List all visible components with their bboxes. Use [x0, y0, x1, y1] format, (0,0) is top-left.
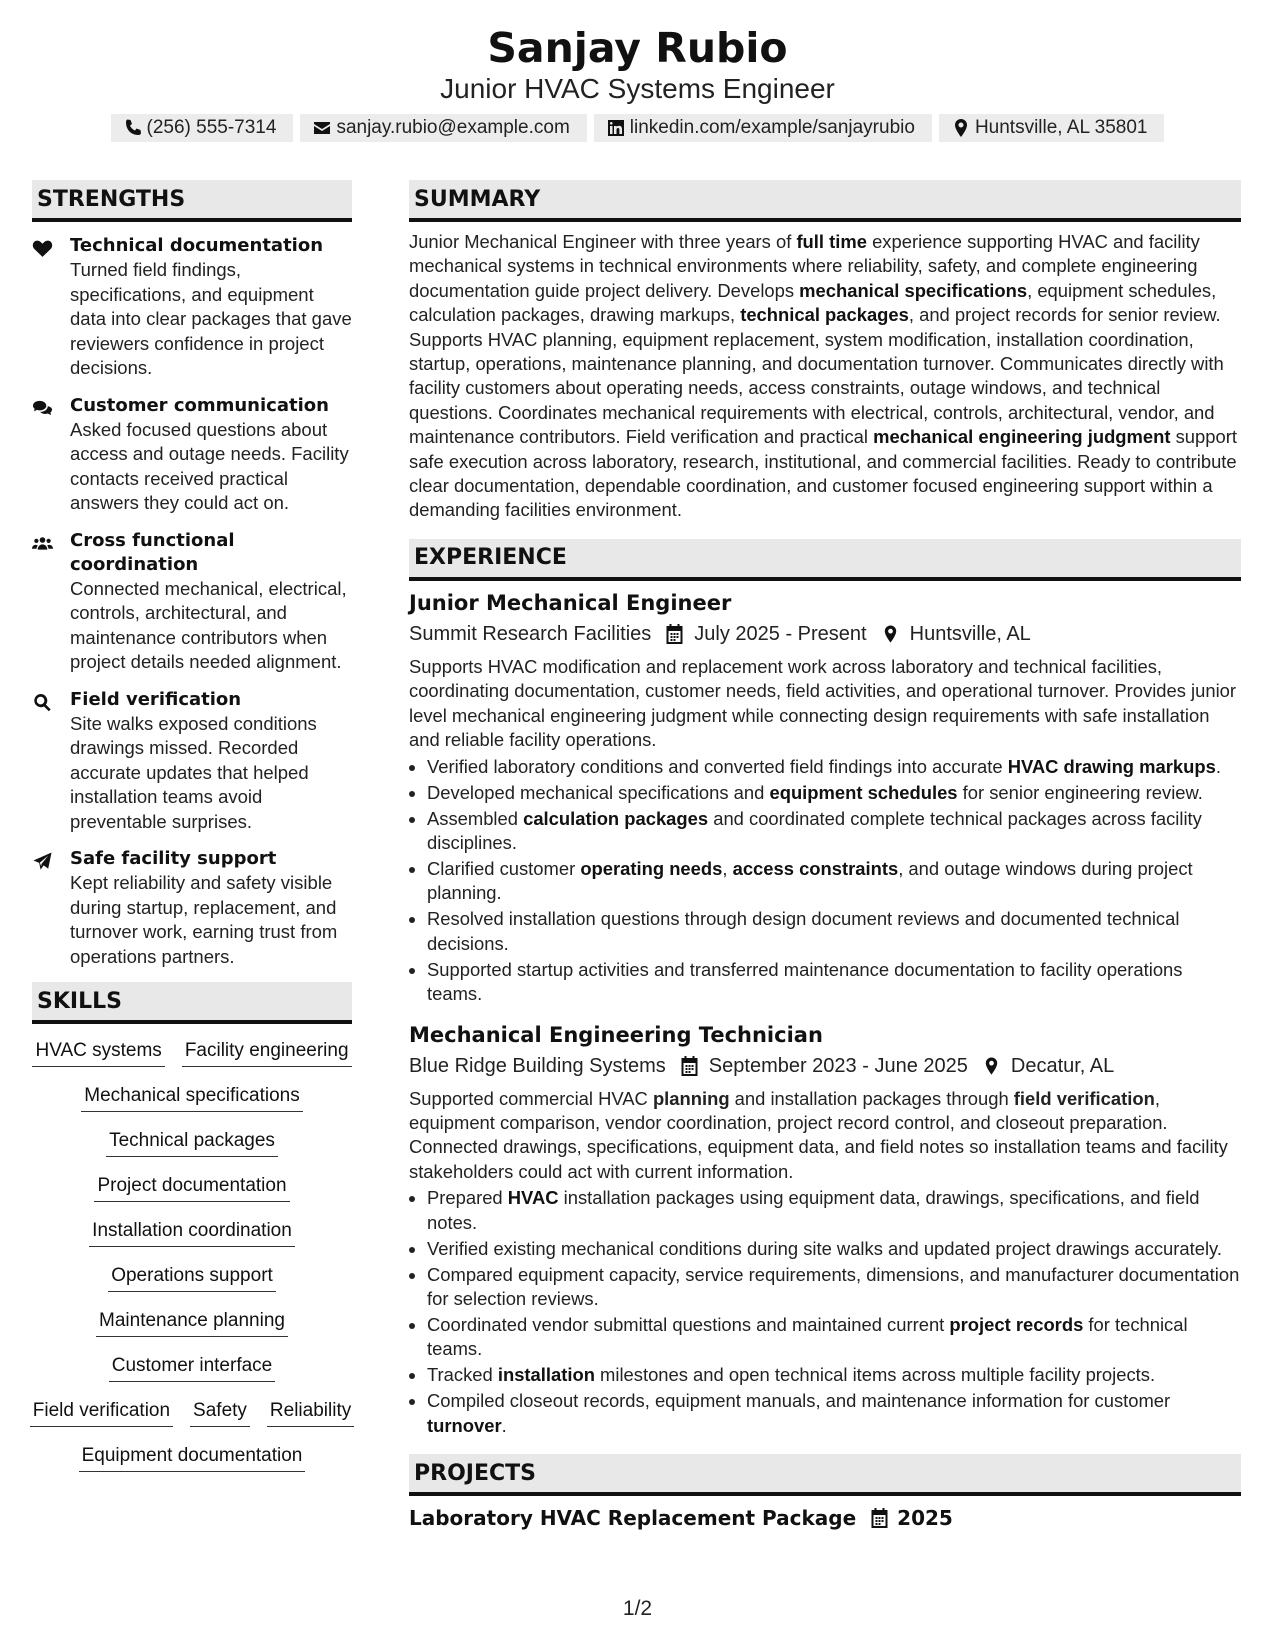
- job-bullet: [427, 807, 1241, 856]
- text-run: Clarified customer: [427, 857, 581, 879]
- bold-text: access constraints: [732, 857, 899, 879]
- job-location: Huntsville, AL: [909, 622, 1031, 645]
- contact-bar: [0, 114, 1275, 142]
- bold-text: field verification: [1013, 1087, 1155, 1109]
- strength-description: Site walks exposed conditions drawings missed. Recorded accurate updates that helped installation teams avoid preventable surprises.: [70, 712, 317, 832]
- page-number: 1/2: [622, 1597, 653, 1620]
- text-run: .: [1215, 755, 1221, 777]
- strength-title: Technical documentation: [70, 235, 324, 256]
- text-run: , equipment comparison, vendor coordination, project record control, and closeout preparation. Connected drawings, specifications, equipment data, and field notes so installation teams and facility stakeholders could act with current information.: [409, 1087, 1228, 1182]
- summary-text: [409, 230, 1241, 523]
- job-bullet: [427, 958, 1241, 1007]
- job-dates: July 2025 - Present: [694, 622, 867, 645]
- text-run: Verified laboratory conditions and converted field findings into accurate: [427, 755, 1008, 777]
- text-run: experience supporting HVAC and facility mechanical systems in technical environments where reliability, safety, and complete engineering documentation guide project delivery. Develops: [409, 231, 1200, 301]
- text-run: Prepared: [427, 1187, 508, 1209]
- job-title: Junior Mechanical Engineer: [409, 590, 732, 615]
- experience-heading: EXPERIENCE: [409, 539, 1241, 581]
- text-run: , and project records for senior review. Supports HVAC planning, equipment replacement, system modification, installation coordination, startup, operations, maintenance planning, and documentation turnover. Communicates directly with facility customers about operating needs, access constraints, outage windows, and technical questions. Coordinates mechanical requirements with electrical, controls, architectural, vendor, and maintenance contributors. Field verification and practical: [409, 304, 1224, 448]
- skill-row: [32, 1308, 352, 1353]
- skill-tag: Facility engineering: [182, 1038, 352, 1067]
- bold-text: calculation packages: [523, 807, 709, 829]
- skill-row: [32, 1353, 352, 1398]
- project-year: 2025: [897, 1506, 953, 1531]
- job-entry: [409, 1021, 1241, 1439]
- text-run: .: [501, 1414, 507, 1436]
- contact-phone[interactable]: [111, 114, 294, 142]
- skill-tag: Reliability: [267, 1398, 354, 1427]
- text-run: and installation packages through: [729, 1087, 1014, 1109]
- strength-item: [32, 529, 352, 675]
- summary-heading: SUMMARY: [409, 180, 1241, 222]
- text-run: for technical teams.: [427, 1313, 1188, 1360]
- skill-tag: Operations support: [108, 1263, 276, 1292]
- strength-title: Customer communication: [70, 394, 329, 416]
- text-run: Compiled closeout records, equipment manuals, and maintenance information for customer: [427, 1390, 1171, 1412]
- job-bullet: [427, 1237, 1241, 1261]
- skill-tag: Project documentation: [94, 1173, 289, 1202]
- text-run: and coordinated complete technical packages across facility disciplines.: [427, 807, 1202, 853]
- bold-text: full time: [796, 231, 867, 252]
- job-bullet: [427, 1313, 1241, 1362]
- text-run: Junior Mechanical Engineer with three years of: [409, 231, 797, 252]
- skills-heading: SKILLS: [32, 982, 352, 1024]
- skill-row: [32, 1443, 352, 1488]
- contact-email[interactable]: [300, 114, 586, 142]
- job-bullet: [427, 1186, 1241, 1235]
- job-meta: [409, 619, 1241, 649]
- job-bullet: [427, 781, 1241, 805]
- bold-text: HVAC drawing markups: [1007, 755, 1216, 777]
- text-run: Tracked: [427, 1364, 498, 1386]
- bold-text: installation: [497, 1364, 595, 1386]
- contact-linkedin[interactable]: [594, 114, 932, 142]
- skill-row: [32, 1263, 352, 1308]
- bold-text: project records: [949, 1313, 1084, 1335]
- strengths-heading: STRENGTHS: [32, 180, 352, 222]
- bold-text: HVAC: [507, 1187, 559, 1209]
- skill-row: [32, 1218, 352, 1263]
- job-bullets: [409, 755, 1241, 1007]
- project-title: Laboratory HVAC Replacement Package: [409, 1506, 857, 1531]
- text-run: , equipment schedules, calculation packages, drawing markups,: [409, 279, 1217, 326]
- skill-tag: HVAC systems: [32, 1038, 164, 1067]
- contact-location-text: Huntsville, AL 35801: [974, 117, 1148, 138]
- calendar-icon: [870, 1508, 889, 1528]
- text-run: Coordinated vendor submittal questions and maintained current: [427, 1313, 950, 1335]
- map-pin-icon: [881, 624, 900, 644]
- text-run: Assembled: [427, 807, 524, 829]
- job-bullet: [427, 1389, 1241, 1438]
- linkedin-icon: [606, 118, 626, 138]
- skill-row: [32, 1128, 352, 1173]
- job-description: Supports HVAC modification and replacement work across laboratory and technical facilities, coordinating documentation, customer needs, field activities, and operational turnover. Provides junior level mechanical engineering judgment while connecting design requirements with safe installation and reliable facility operations.: [409, 655, 1237, 751]
- map-pin-icon: [982, 1056, 1001, 1076]
- text-run: support safe execution across laboratory, research, institutional, and commercial facilities. Ready to contribute clear documentation, dependable coordination, and customer focused engineering support within a demanding facilities environment.: [409, 426, 1237, 521]
- skill-tag: Technical packages: [106, 1128, 278, 1157]
- text-run: milestones and open technical items across multiple facility projects.: [594, 1364, 1156, 1386]
- job-bullet: [427, 755, 1241, 779]
- map-pin-icon: [951, 118, 971, 138]
- bold-text: mechanical engineering judgment: [873, 426, 1171, 448]
- text-run: ,: [722, 857, 733, 879]
- project-entry: [409, 1504, 1241, 1532]
- skill-row: [32, 1173, 352, 1218]
- phone-icon: [123, 118, 143, 138]
- skill-tag: Field verification: [30, 1398, 173, 1427]
- contact-email-text: sanjay.rubio@example.com: [336, 117, 570, 138]
- job-meta: [409, 1051, 1241, 1081]
- bold-text: operating needs: [580, 857, 723, 879]
- job-bullet: [427, 1363, 1241, 1387]
- strength-description: Connected mechanical, electrical, controls, architectural, and maintenance contributors when project details needed alignment.: [70, 577, 347, 672]
- job-company: Blue Ridge Building Systems: [409, 1054, 666, 1077]
- comments-icon: [32, 399, 53, 418]
- calendar-icon: [665, 624, 684, 644]
- text-run: Developed mechanical specifications and: [427, 781, 770, 803]
- job-bullet: [427, 857, 1241, 906]
- calendar-icon: [680, 1056, 699, 1076]
- candidate-headline: Junior HVAC Systems Engineer: [440, 73, 835, 104]
- job-location: Decatur, AL: [1010, 1054, 1115, 1077]
- strength-title: Field verification: [70, 688, 242, 710]
- skill-tag: Equipment documentation: [79, 1443, 306, 1472]
- job-entry: [409, 589, 1241, 1007]
- contact-location[interactable]: [939, 114, 1165, 142]
- bold-text: turnover: [427, 1414, 502, 1436]
- strength-item: [32, 234, 352, 381]
- skill-tag: Safety: [190, 1398, 250, 1427]
- text-run: Supported commercial HVAC: [409, 1087, 653, 1109]
- text-run: Resolved installation questions through design document reviews and documented technical decisions.: [427, 908, 1180, 954]
- text-run: , and outage windows during project planning.: [427, 857, 1193, 904]
- strengths-list: [32, 234, 352, 969]
- strength-title: Cross functional coordination: [70, 529, 235, 575]
- projects-heading: PROJECTS: [409, 1454, 1241, 1496]
- job-dates: September 2023 - June 2025: [708, 1054, 968, 1077]
- strength-description: Kept reliability and safety visible during startup, replacement, and turnover work, earning trust from operations partners.: [70, 872, 338, 967]
- main-column: [409, 180, 1241, 1532]
- skill-tag: Installation coordination: [89, 1218, 295, 1247]
- strength-title: Safe facility support: [70, 848, 277, 869]
- paper-plane-icon: [32, 852, 53, 871]
- sidebar: [32, 180, 352, 1488]
- envelope-icon: [312, 118, 332, 138]
- job-company: Summit Research Facilities: [409, 622, 652, 645]
- job-bullet: [427, 907, 1241, 956]
- skill-row: [32, 1083, 352, 1128]
- text-run: installation packages using equipment data, drawings, specifications, and field notes.: [427, 1187, 1200, 1233]
- strength-description: Turned field findings, specifications, and equipment data into clear packages that gave reviewers confidence in project decisions.: [70, 259, 352, 378]
- strength-item: [32, 688, 352, 835]
- skill-row: [32, 1038, 352, 1083]
- contact-phone-text: (256) 555-7314: [146, 117, 277, 138]
- contact-linkedin-text: linkedin.com/example/sanjayrubio: [629, 117, 915, 138]
- text-run: for senior engineering review.: [957, 781, 1203, 803]
- strength-description: Asked focused questions about access and outage needs. Facility contacts received practical answers they could act on.: [70, 418, 349, 513]
- heart-icon: [32, 239, 53, 258]
- bold-text: planning: [652, 1087, 730, 1109]
- job-bullets: [409, 1186, 1241, 1438]
- strength-item: [32, 847, 352, 969]
- skills-list: [32, 1038, 352, 1488]
- text-run: Verified existing mechanical conditions during site walks and updated project drawings accurately.: [427, 1237, 1222, 1259]
- text-run: Compared equipment capacity, service requirements, dimensions, and manufacturer documentation for selection reviews.: [427, 1263, 1240, 1309]
- skill-row: [32, 1398, 352, 1443]
- search-icon: [32, 693, 53, 712]
- skill-tag: Maintenance planning: [96, 1308, 288, 1337]
- users-icon: [32, 534, 53, 553]
- strength-item: [32, 394, 352, 516]
- skill-tag: Mechanical specifications: [81, 1083, 302, 1112]
- job-bullet: [427, 1263, 1241, 1312]
- bold-text: technical packages: [740, 304, 909, 326]
- bold-text: equipment schedules: [769, 781, 958, 803]
- bold-text: mechanical specifications: [799, 279, 1028, 301]
- skill-tag: Customer interface: [109, 1353, 276, 1382]
- job-title: Mechanical Engineering Technician: [409, 1022, 823, 1047]
- candidate-name: Sanjay Rubio: [487, 24, 788, 72]
- job-description: [409, 1087, 1241, 1185]
- text-run: Supported startup activities and transferred maintenance documentation to facility operations teams.: [427, 958, 1183, 1005]
